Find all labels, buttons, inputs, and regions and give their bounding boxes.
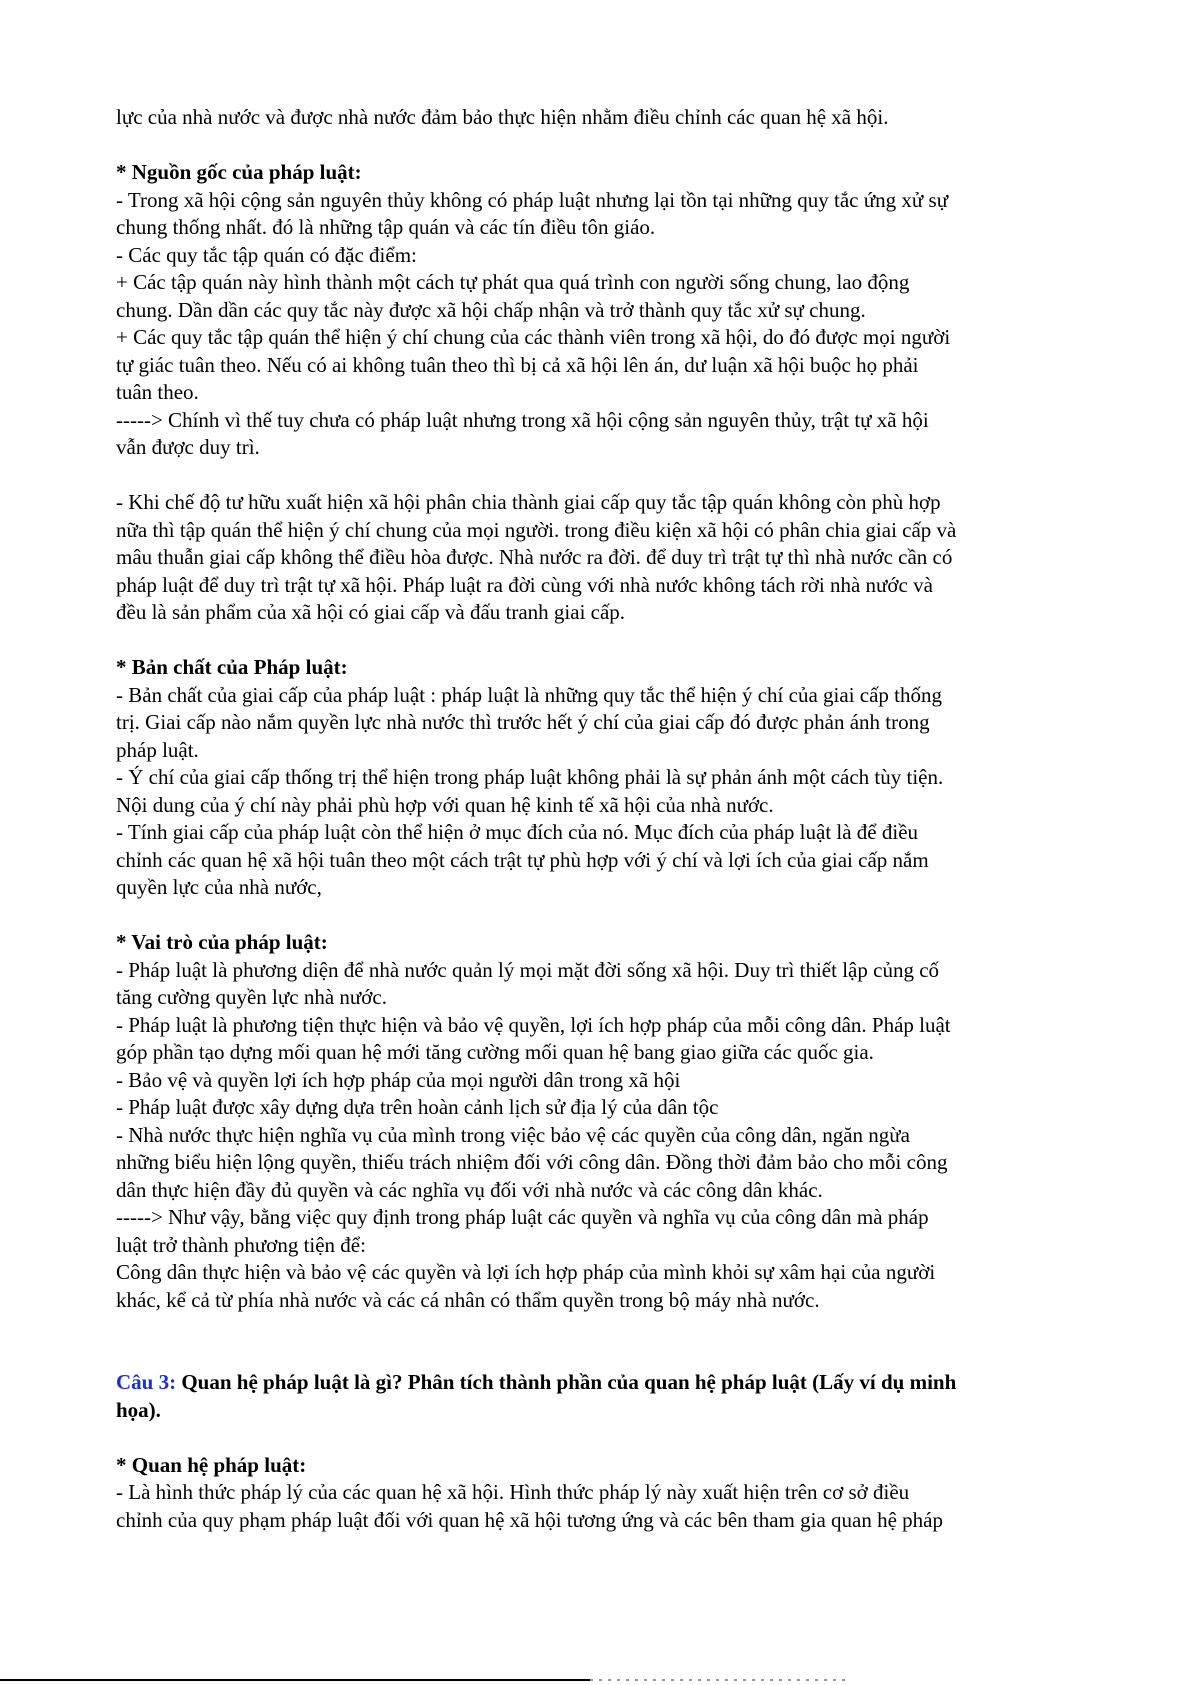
text-line: luật trở thành phương tiện để: — [116, 1232, 366, 1257]
text-line: + Các quy tắc tập quán thể hiện ý chí chung của các thành viên trong xã hội, do đó được mọi người — [116, 325, 951, 349]
text-line: - Trong xã hội cộng sản nguyên thủy không có pháp luật nhưng lại tồn tại những quy tắc ứng xử sự — [116, 187, 949, 212]
text-line: + Các tập quán này hình thành một cách tự phát qua quá trình con người sống chung, lao động — [116, 270, 910, 294]
text-line: -----> Chính vì thế tuy chưa có pháp luật nhưng trong xã hội cộng sản nguyên thủy, trật tự xã hội — [116, 407, 929, 432]
text-line: - Tính giai cấp của pháp luật còn thể hiện ở mục đích của nó. Mục đích của pháp luật là để điều — [116, 820, 919, 844]
text-line: tăng cường quyền lực nhà nước. — [116, 985, 387, 1009]
nature-paragraph — [116, 682, 1091, 902]
text-line: những biểu hiện lộng quyền, thiếu trách nhiệm đối với công dân. Đồng thời đảm bảo cho mỗi công — [116, 1150, 948, 1174]
text-line: - Pháp luật được xây dựng dựa trên hoàn cảnh lịch sử địa lý của dân tộc — [116, 1095, 719, 1119]
question-text: Quan hệ pháp luật là gì? Phân tích thành phần của quan hệ pháp luật (Lấy ví dụ minh — [181, 1370, 957, 1394]
legal-relation-paragraph — [116, 1479, 1091, 1534]
origin-paragraph — [116, 187, 1091, 462]
text-line: - Bản chất của giai cấp của pháp luật : pháp luật là những quy tắc thể hiện ý chí của giai cấp thống — [116, 682, 943, 707]
question-3-title — [116, 1369, 1091, 1397]
text-line: - Ý chí của giai cấp thống trị thể hiện trong pháp luật không phải là sự phản ánh một cách tùy tiện. — [116, 765, 944, 789]
text-line: pháp luật để duy trì trật tự xã hội. Pháp luật ra đời cùng với nhà nước không tách rời nhà nước và — [116, 572, 933, 597]
text-line: - Khi chế độ tư hữu xuất hiện xã hội phân chia thành giai cấp quy tắc tập quán không còn phù hợp — [116, 490, 941, 514]
text-line: mâu thuẫn giai cấp không thể điều hòa được. Nhà nước ra đời. để duy trì trật tự thì nhà nước cần có — [116, 545, 953, 569]
text-line: - Là hình thức pháp lý của các quan hệ xã hội. Hình thức pháp lý này xuất hiện trên cơ sở điều — [116, 1480, 910, 1504]
text-line: - Pháp luật là phương diện để nhà nước quản lý mọi mặt đời sống xã hội. Duy trì thiết lập củng cố — [116, 957, 940, 982]
text-line: chung. Dần dần các quy tắc này được xã hội chấp nhận và trở thành quy tắc xử sự chung. — [116, 297, 866, 322]
heading-role: * Vai trò của pháp luật: — [116, 930, 328, 954]
text-line: quyền lực của nhà nước, — [116, 875, 322, 899]
text-line: đều là sản phẩm của xã hội có giai cấp và đấu tranh giai cấp. — [116, 600, 626, 624]
text-line: - Nhà nước thực hiện nghĩa vụ của mình trong việc bảo vệ các quyền của công dân, ngăn ngừa — [116, 1122, 910, 1147]
text-line: lực của nhà nước và được nhà nước đảm bảo thực hiện nhằm điều chỉnh các quan hệ xã hội. — [116, 105, 889, 129]
document-page — [116, 104, 1091, 1534]
text-line: khác, kể cả từ phía nhà nước và các cá nhân có thẩm quyền trong bộ máy nhà nước. — [116, 1287, 820, 1312]
heading-legal-relation: * Quan hệ pháp luật: — [116, 1452, 307, 1477]
text-line: - Pháp luật là phương tiện thực hiện và bảo vệ quyền, lợi ích hợp pháp của mỗi công dân. Pháp luật — [116, 1012, 951, 1037]
text-line: - Các quy tắc tập quán có đặc điểm: — [116, 242, 417, 267]
text-line: trị. Giai cấp nào nắm quyền lực nhà nước thì trước hết ý chí của giai cấp đó được phản ánh trong — [116, 710, 930, 734]
text-line: chung thống nhất. đó là những tập quán và các tín điều tôn giáo. — [116, 215, 656, 239]
origin-paragraph-2 — [116, 489, 1091, 627]
text-line: tự giác tuân theo. Nếu có ai không tuân theo thì bị cả xã hội lên án, dư luận xã hội buộc họ phải — [116, 352, 919, 377]
text-line: góp phần tạo dựng mối quan hệ mới tăng cường mối quan hệ bang giao giữa các quốc gia. — [116, 1040, 874, 1064]
heading-origin: * Nguồn gốc của pháp luật: — [116, 160, 362, 184]
text-line: dân thực hiện đầy đủ quyền và các nghĩa vụ đối với nhà nước và các công dân khác. — [116, 1177, 823, 1202]
text-line: pháp luật. — [116, 737, 199, 762]
page-bottom-dots — [590, 1679, 850, 1681]
page-bottom-rule — [0, 1679, 590, 1681]
text-line: -----> Như vậy, bằng việc quy định trong pháp luật các quyền và nghĩa vụ của công dân mà pháp — [116, 1205, 929, 1229]
intro-paragraph — [116, 104, 1091, 132]
text-line: chỉnh của quy phạm pháp luật đối với quan hệ xã hội tương ứng và các bên tham gia quan hệ pháp — [116, 1507, 943, 1532]
text-line: tuân theo. — [116, 380, 199, 404]
text-line: chỉnh các quan hệ xã hội tuân theo một cách trật tự phù hợp với ý chí và lợi ích của giai cấp nắm — [116, 847, 929, 872]
text-line: - Bảo vệ và quyền lợi ích hợp pháp của mọi người dân trong xã hội — [116, 1067, 681, 1092]
question-text-cont: họa). — [116, 1397, 161, 1422]
question-label: Câu 3: — [116, 1370, 177, 1394]
heading-nature: * Bản chất của Pháp luật: — [116, 655, 348, 679]
text-line: nữa thì tập quán thể hiện ý chí chung của mọi người. trong điều kiện xã hội có phân chia giai cấp và — [116, 517, 957, 542]
text-line: Công dân thực hiện và bảo vệ các quyền và lợi ích hợp pháp của mình khỏi sự xâm hại của người — [116, 1260, 936, 1284]
text-line: vẫn được duy trì. — [116, 435, 260, 459]
role-paragraph — [116, 957, 1091, 1315]
text-line: Nội dung của ý chí này phải phù hợp với quan hệ kinh tế xã hội của nhà nước. — [116, 792, 774, 817]
